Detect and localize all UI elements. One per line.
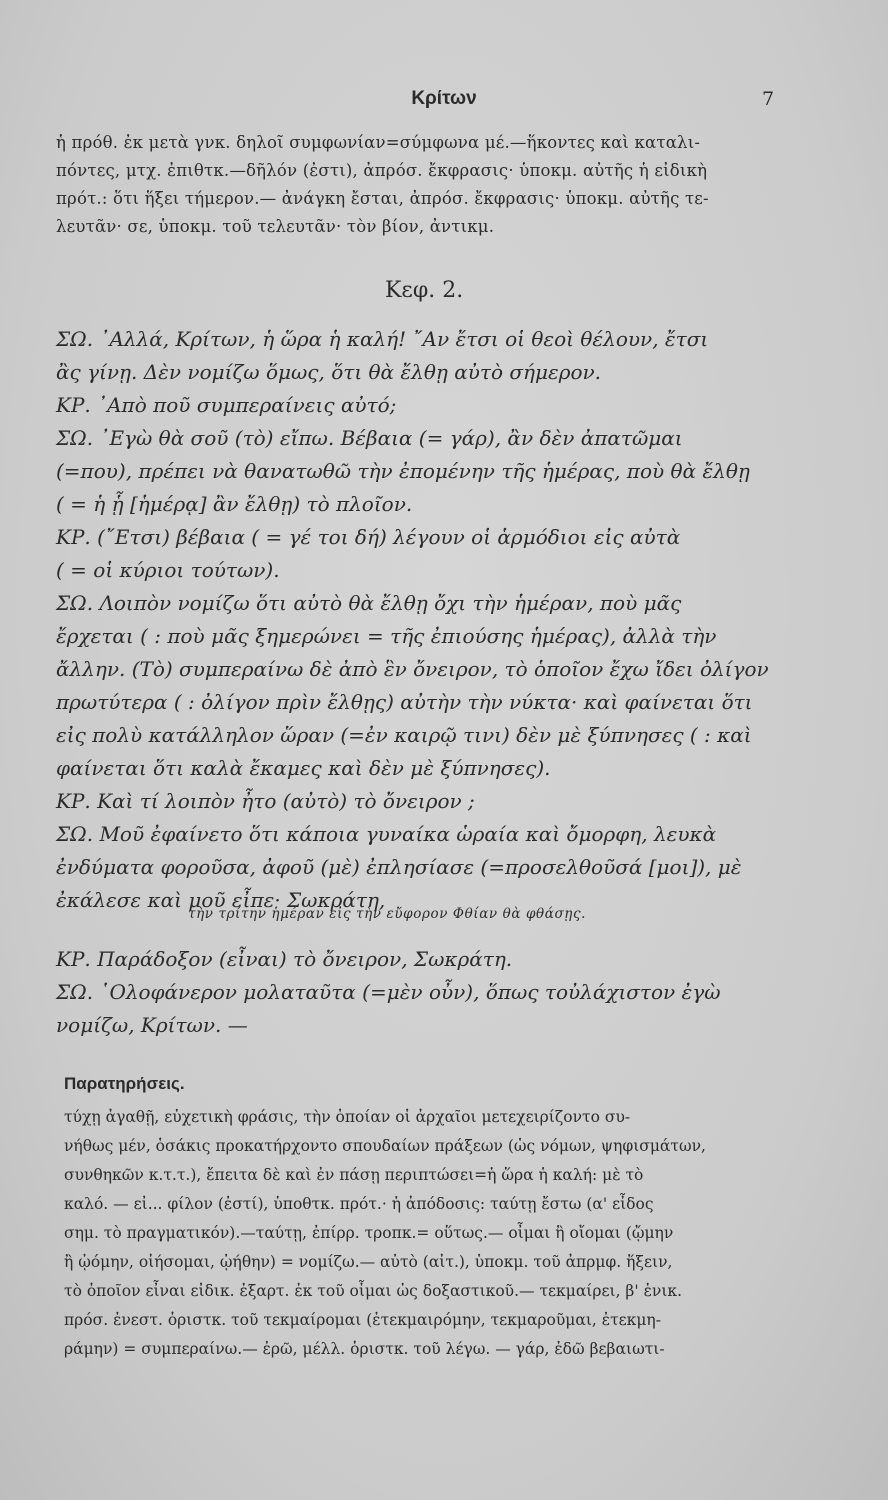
remark-line: συνθηκῶν κ.τ.τ.), ἔπειτα δὲ καὶ ἐν πάσῃ περιπτώσει=ἡ ὥρα ἡ καλή: μὲ τὸ: [64, 1166, 644, 1184]
dialogue-line: πρωτύτερα ( : ὀλίγον πρὶν ἔλθῃς) αὐτὴν τὴν νύκτα· καὶ φαίνεται ὅτι: [56, 690, 753, 714]
dialogue-line: φαίνεται ὅτι καλὰ ἔκαμες καὶ δὲν μὲ ξύπνησες).: [56, 756, 551, 780]
dialogue-line: νομίζω, Κρίτων. —: [56, 1013, 248, 1037]
remarks-heading: Παρατηρήσεις.: [64, 1074, 185, 1093]
dialogue-line: ἐνδύματα φοροῦσα, ἀφοῦ (μὲ) ἐπλησίασε (=προσελθοῦσά [μοι]), μὲ: [56, 855, 742, 879]
remark-line: σημ. τὸ πραγματικόν).—ταύτῃ, ἐπίρρ. τροπκ.= οὕτως.— οἶμαι ἢ οἴομαι (ᾤμην: [64, 1224, 674, 1242]
dialogue-line: ΣΩ. Λοιπὸν νομίζω ὅτι αὐτὸ θὰ ἔλθῃ ὄχι τὴν ἡμέραν, ποὺ μᾶς: [56, 591, 682, 615]
remark-line: ἢ ᾠόμην, οἰήσομαι, ᾠήθην) = νομίζω.— αὐτὸ (αἰτ.), ὑποκμ. τοῦ ἀπρμφ. ἥξειν,: [64, 1253, 673, 1271]
remark-line: καλό. — εἰ... φίλον (ἐστί), ὑποθτκ. πρότ.· ἡ ἀπόδοσις: ταύτῃ ἔστω (α' εἶδος: [64, 1195, 654, 1213]
remark-line: τύχῃ ἀγαθῇ, εὐχετικὴ φράσις, τὴν ὁποίαν οἱ ἀρχαῖοι μετεχειρίζοντο συ-: [64, 1108, 631, 1126]
remark-line: πρόσ. ἐνεστ. ὁριστκ. τοῦ τεκμαίρομαι (ἐτεκμαιρόμην, τεκμαροῦμαι, ἐτεκμη-: [64, 1311, 661, 1329]
dialogue-line: ΚΡ. Παράδοξον (εἶναι) τὸ ὄνειρον, Σωκράτη.: [56, 947, 513, 971]
dialogue-line: ἔρχεται ( : ποὺ μᾶς ξημερώνει = τῆς ἐπιούσης ἡμέρας), ἀλλὰ τὴν: [56, 624, 717, 648]
dialogue-line: ΚΡ. Καὶ τί λοιπὸν ἦτο (αὐτὸ) τὸ ὄνειρον ;: [56, 789, 475, 813]
dialogue-line: ΣΩ. Μοῦ ἐφαίνετο ὅτι κάποια γυναίκα ὡραία καὶ ὄμορφη, λευκὰ: [56, 822, 717, 846]
dialogue-line: ΚΡ. (῎Ετσι) βέβαια ( = γέ τοι δή) λέγουν οἱ ἁρμόδιοι εἰς αὐτὰ: [56, 525, 681, 549]
dialogue-line: ἐκάλεσε καὶ μοῦ εἶπε· Σωκράτη,: [56, 888, 386, 912]
note-line: λευτᾶν· σε, ὑποκμ. τοῦ τελευτᾶν· τὸν βίον, ἀντικμ.: [56, 217, 495, 236]
dialogue-line: (=που), πρέπει νὰ θανατωθῶ τὴν ἐπομένην τῆς ἡμέρας, ποὺ θὰ ἔλθῃ: [56, 459, 750, 483]
note-line: πόντες, μτχ. ἐπιθτκ.—δῆλόν (ἐστι), ἀπρόσ. ἔκφρασις· ὑποκμ. αὐτῆς ἡ εἰδικὴ: [56, 161, 708, 180]
remark-line: τὸ ὁποῖον εἶναι εἰδικ. ἐξαρτ. ἐκ τοῦ οἶμαι ὡς δοξαστικοῦ.— τεκμαίρει, β' ἑνικ.: [64, 1282, 683, 1300]
dialogue-line: ΣΩ. ῾Ολοφάνερον μολαταῦτα (=μὲν οὖν), ὅπως τοὐλάχιστον ἐγὼ: [56, 980, 721, 1004]
running-title: Κρίτων: [411, 88, 477, 109]
dialogue-line: εἰς πολὺ κατάλληλον ὥραν (=ἐν καιρῷ τινι) δὲν μὲ ξύπνησες ( : καὶ: [56, 723, 752, 747]
verse-quote: τὴν τρίτην ἡμέραν εἰς τὴν εὔφορον Φθίαν θὰ φθάσῃς.: [188, 906, 586, 922]
dialogue-line: ΣΩ. ᾽Εγὼ θὰ σοῦ (τὸ) εἴπω. Βέβαια (= γάρ), ἂν δὲν ἀπατῶμαι: [56, 426, 683, 450]
dialogue-line: ( = οἱ κύριοι τούτων).: [56, 558, 280, 582]
page-number: 7: [762, 88, 775, 110]
chapter-heading: Κεφ. 2.: [385, 278, 464, 303]
dialogue-line: ( = ἡ ᾗ [ἡμέρᾳ] ἂν ἔλθῃ) τὸ πλοῖον.: [56, 492, 413, 516]
dialogue-line: ἂς γίνῃ. Δὲν νομίζω ὅμως, ὅτι θὰ ἔλθῃ αὐτὸ σήμερον.: [56, 360, 602, 384]
dialogue-line: ΚΡ. ᾽Απὸ ποῦ συμπεραίνεις αὐτό;: [56, 393, 397, 417]
dialogue-line: ἄλλην. (Τὸ) συμπεραίνω δὲ ἀπὸ ἓν ὄνειρον, τὸ ὁποῖον ἔχω ἴδει ὀλίγον: [56, 657, 769, 681]
remark-line: ράμην) = συμπεραίνω.— ἐρῶ, μέλλ. ὁριστκ. τοῦ λέγω. — γάρ, ἐδῶ βεβαιωτι-: [64, 1340, 665, 1358]
note-line: πρότ.: ὅτι ἥξει τήμερον.— ἀνάγκη ἔσται, ἀπρόσ. ἔκφρασις· ὑποκμ. αὐτῆς τε-: [56, 189, 709, 208]
note-line: ἡ πρόθ. ἐκ μετὰ γνκ. δηλοῖ συμφωνίαν=σύμφωνα μέ.—ἥκοντες καὶ καταλι-: [56, 133, 701, 152]
dialogue-line: ΣΩ. ᾽Αλλά, Κρίτων, ἡ ὥρα ἡ καλή! ῎Αν ἔτσι οἱ θεοὶ θέλουν, ἔτσι: [56, 327, 709, 351]
remark-line: νήθως μέν, ὁσάκις προκατήρχοντο σπουδαίων πράξεων (ὡς νόμων, ψηφισμάτων,: [64, 1137, 706, 1155]
